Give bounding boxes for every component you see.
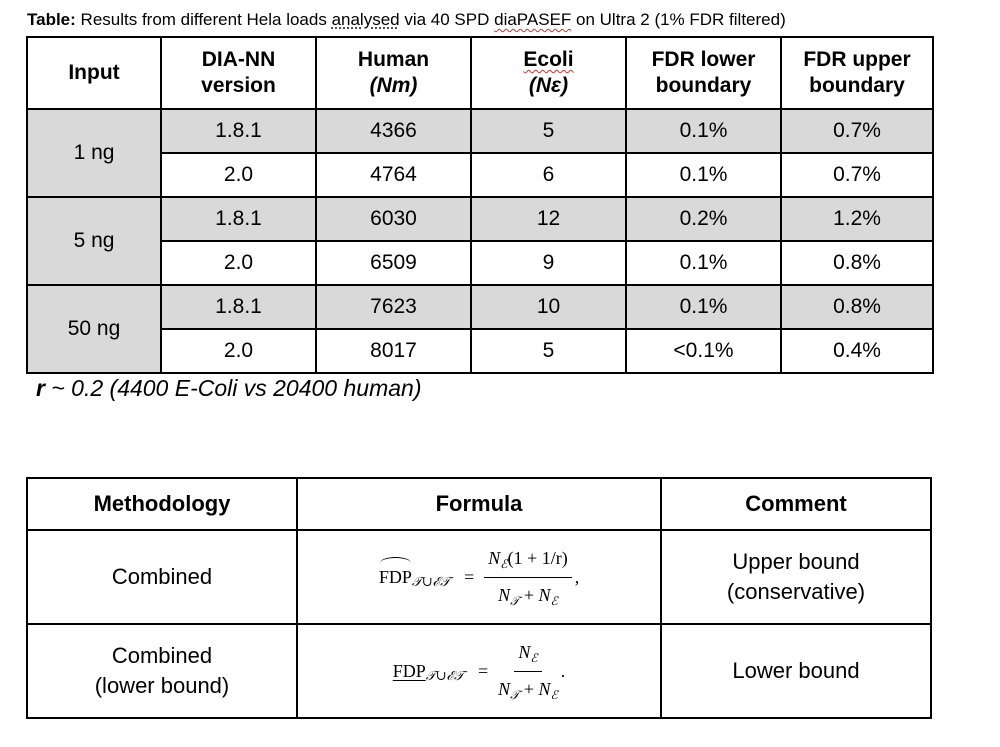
table-caption — [27, 10, 786, 30]
formula-cell — [297, 624, 661, 718]
table-row — [27, 197, 933, 241]
ecoli-cell: 9 — [471, 241, 626, 285]
version-cell: 2.0 — [161, 329, 316, 373]
fdr-upper-cell: 0.8% — [781, 285, 933, 329]
fdr-lower-cell: <0.1% — [626, 329, 781, 373]
fdr-upper-cell: 0.8% — [781, 241, 933, 285]
table-row — [27, 109, 933, 153]
input-cell: 5 ng — [27, 197, 161, 285]
human-cell: 8017 — [316, 329, 471, 373]
table-row — [27, 530, 931, 624]
ecoli-cell: 12 — [471, 197, 626, 241]
methodology-header-row — [27, 478, 931, 530]
ecoli-cell: 10 — [471, 285, 626, 329]
header-input: Input — [27, 37, 161, 109]
human-cell: 7623 — [316, 285, 471, 329]
human-cell: 6509 — [316, 241, 471, 285]
comment-cell: Upper bound (conservative) — [661, 530, 931, 624]
results-table — [26, 36, 934, 374]
caption-word-diapasef: diaPASEF — [494, 10, 572, 29]
fdr-lower-cell: 0.1% — [626, 285, 781, 329]
fdp-upper-formula: FDP 𝒯∪ℰ𝒯 = $\frac{N_ℰ(1 + 1/r)}{N_𝒯 + N_ℰ}$ , — [379, 543, 579, 612]
header-diann-version: DIA-NN version — [161, 37, 316, 109]
methodology-cell: Combined (lower bound) — [27, 624, 297, 718]
methodology-table — [26, 477, 932, 719]
human-cell: 6030 — [316, 197, 471, 241]
ratio-symbol: r — [36, 375, 45, 401]
fdr-upper-cell: 0.7% — [781, 153, 933, 197]
table-row — [27, 153, 933, 197]
fdr-lower-cell: 0.2% — [626, 197, 781, 241]
table-row — [27, 624, 931, 718]
comment-cell: Lower bound — [661, 624, 931, 718]
caption-text-mid: via 40 SPD — [399, 10, 495, 29]
header-comment: Comment — [661, 478, 931, 530]
header-fdr-lower: FDR lower boundary — [626, 37, 781, 109]
fdr-lower-cell: 0.1% — [626, 153, 781, 197]
header-formula: Formula — [297, 478, 661, 530]
caption-word-analysed: analysed — [331, 10, 400, 29]
fdr-upper-cell: 0.7% — [781, 109, 933, 153]
fdr-lower-cell: 0.1% — [626, 241, 781, 285]
version-cell: 2.0 — [161, 153, 316, 197]
version-cell: 1.8.1 — [161, 285, 316, 329]
caption-text-post: on Ultra 2 (1% FDR filtered) — [571, 10, 786, 29]
version-cell: 1.8.1 — [161, 109, 316, 153]
caption-text-pre: Results from different Hela loads — [75, 10, 332, 29]
fdr-upper-cell: 1.2% — [781, 197, 933, 241]
header-fdr-upper: FDR upper boundary — [781, 37, 933, 109]
methodology-cell: Combined — [27, 530, 297, 624]
ecoli-cell: 5 — [471, 109, 626, 153]
ratio-text: ~ 0.2 (4400 E-Coli vs 20400 human) — [44, 375, 422, 401]
fdr-upper-cell: 0.4% — [781, 329, 933, 373]
caption-label: Table: — [27, 10, 76, 29]
ecoli-cell: 5 — [471, 329, 626, 373]
human-cell: 4366 — [316, 109, 471, 153]
fdp-lower-formula: FDP 𝒯∪ℰ𝒯 = $\frac{N_ℰ}{N_𝒯 + N_ℰ}$ . — [393, 637, 566, 706]
fdr-lower-cell: 0.1% — [626, 109, 781, 153]
ratio-note — [36, 375, 421, 402]
table-row — [27, 241, 933, 285]
input-cell: 1 ng — [27, 109, 161, 197]
header-ecoli: Ecoli (Nε) — [471, 37, 626, 109]
input-cell: 50 ng — [27, 285, 161, 373]
table-row — [27, 285, 933, 329]
formula-cell — [297, 530, 661, 624]
human-cell: 4764 — [316, 153, 471, 197]
ecoli-cell: 6 — [471, 153, 626, 197]
header-human: Human (Nт) — [316, 37, 471, 109]
results-header-row — [27, 37, 933, 109]
version-cell: 2.0 — [161, 241, 316, 285]
table-row — [27, 329, 933, 373]
header-methodology: Methodology — [27, 478, 297, 530]
version-cell: 1.8.1 — [161, 197, 316, 241]
